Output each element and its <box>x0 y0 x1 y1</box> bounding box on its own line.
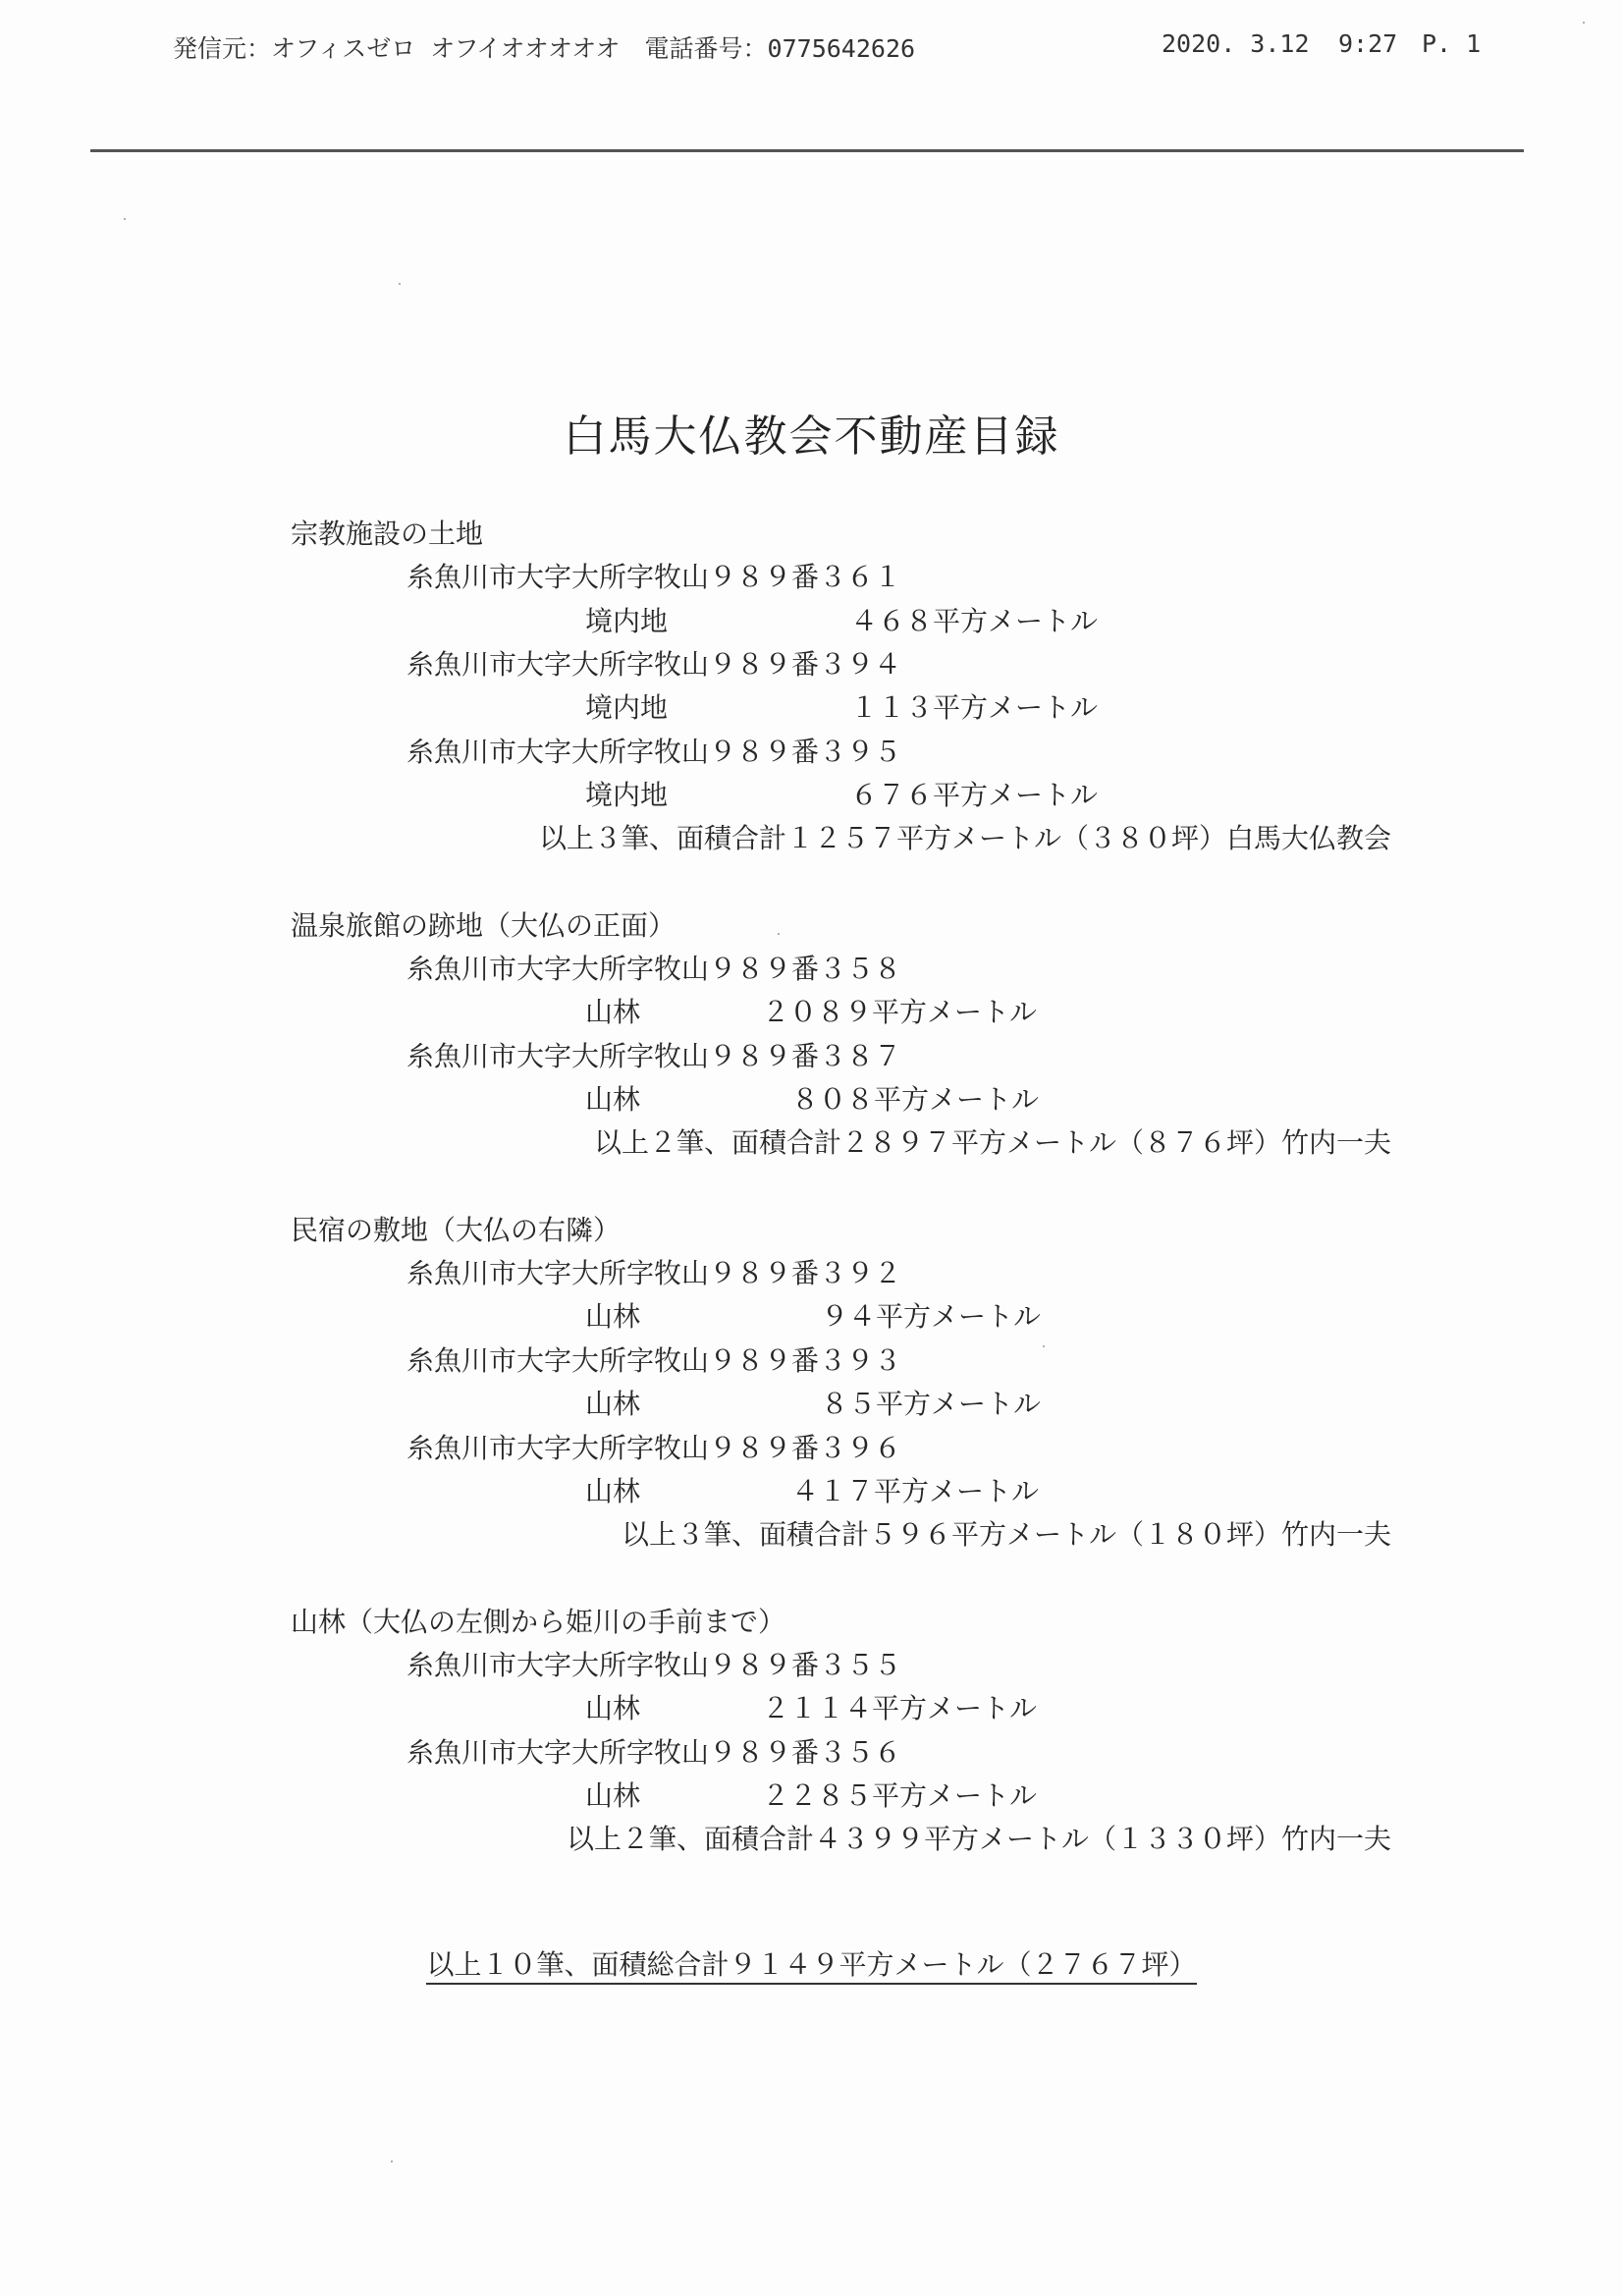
header-divider <box>90 149 1524 152</box>
parcel-address: 糸魚川市大字大所字牧山９８９番３９２ <box>406 1257 902 1289</box>
parcel-address: 糸魚川市大字大所字牧山９８９番３８７ <box>406 1040 902 1072</box>
parcel-area: ２２８５平方メートル <box>762 1779 1038 1812</box>
scan-speck <box>124 218 126 220</box>
section-subtotal: 以上２筆、面積合計４３９９平方メートル（１３３０坪）竹内一夫 <box>566 1823 1391 1855</box>
parcel-land-type: 山林 <box>585 1692 641 1724</box>
parcel-address: 糸魚川市大字大所字牧山９８９番３５８ <box>406 953 902 985</box>
parcel-area: ４１７平方メートル <box>791 1475 1040 1507</box>
parcel-address: 糸魚川市大字大所字牧山９８９番３９４ <box>406 648 902 681</box>
parcel-address: 糸魚川市大字大所字牧山９８９番３９３ <box>406 1344 902 1377</box>
scan-speck <box>399 283 401 285</box>
parcel-area: ８０８平方メートル <box>791 1083 1040 1116</box>
parcel-address: 糸魚川市大字大所字牧山９８９番３５５ <box>406 1649 902 1681</box>
grand-total <box>0 1948 1623 1982</box>
parcel-land-type: 山林 <box>585 1300 641 1333</box>
parcel-land-type: 境内地 <box>585 605 669 637</box>
scan-speck <box>1583 22 1585 24</box>
fax-page-number: P. 1 <box>1422 29 1482 58</box>
scan-speck <box>391 2160 393 2162</box>
parcel-area: ２０８９平方メートル <box>762 996 1038 1028</box>
parcel-land-type: 山林 <box>585 1475 641 1507</box>
parcel-land-type: 山林 <box>585 1388 641 1420</box>
section-heading: 宗教施設の土地 <box>291 518 484 550</box>
fax-header <box>0 29 1623 69</box>
parcel-land-type: 山林 <box>585 1083 641 1116</box>
parcel-area: ８５平方メートル <box>821 1388 1042 1420</box>
parcel-address: 糸魚川市大字大所字牧山９８９番３６１ <box>406 561 902 593</box>
fax-time: 9:27 <box>1338 29 1398 58</box>
section-subtotal: 以上３筆、面積合計５９６平方メートル（１８０坪）竹内一夫 <box>621 1518 1391 1551</box>
parcel-land-type: 山林 <box>585 996 641 1028</box>
parcel-land-type: 境内地 <box>585 691 669 724</box>
parcel-land-type: 山林 <box>585 1779 641 1812</box>
scan-speck <box>778 933 780 935</box>
section-subtotal: 以上３筆、面積合計１２５７平方メートル（３８０坪）白馬大仏教会 <box>538 822 1391 854</box>
parcel-area: ４６８平方メートル <box>850 605 1099 637</box>
section-subtotal: 以上２筆、面積合計２８９７平方メートル（８７６坪）竹内一夫 <box>593 1126 1391 1159</box>
section-heading: 山林（大仏の左側から姫川の手前まで） <box>291 1606 786 1638</box>
parcel-area: ６７６平方メートル <box>850 779 1099 811</box>
parcel-area: ９４平方メートル <box>821 1300 1042 1333</box>
section-heading: 民宿の敷地（大仏の右隣） <box>291 1214 622 1246</box>
parcel-area: １１３平方メートル <box>850 691 1099 724</box>
parcel-address: 糸魚川市大字大所字牧山９８９番３９６ <box>406 1432 902 1464</box>
fax-date: 2020. 3.12 <box>1162 29 1310 58</box>
document-title: 白馬大仏教会不動産目録 <box>563 411 1060 462</box>
fax-sender-info: 発信元：オフィスゼロ オフイオオオオオ 電話番号：0775642626 <box>173 34 916 63</box>
parcel-land-type: 境内地 <box>585 779 669 811</box>
grand-total-text: 以上１０筆、面積総合計９１４９平方メートル（２７６７坪） <box>426 1948 1196 1985</box>
parcel-address: 糸魚川市大字大所字牧山９８９番３５６ <box>406 1736 902 1769</box>
parcel-area: ２１１４平方メートル <box>762 1692 1038 1724</box>
section-heading: 温泉旅館の跡地（大仏の正面） <box>291 909 676 942</box>
parcel-address: 糸魚川市大字大所字牧山９８９番３９５ <box>406 736 902 768</box>
scan-speck <box>1043 1345 1045 1347</box>
